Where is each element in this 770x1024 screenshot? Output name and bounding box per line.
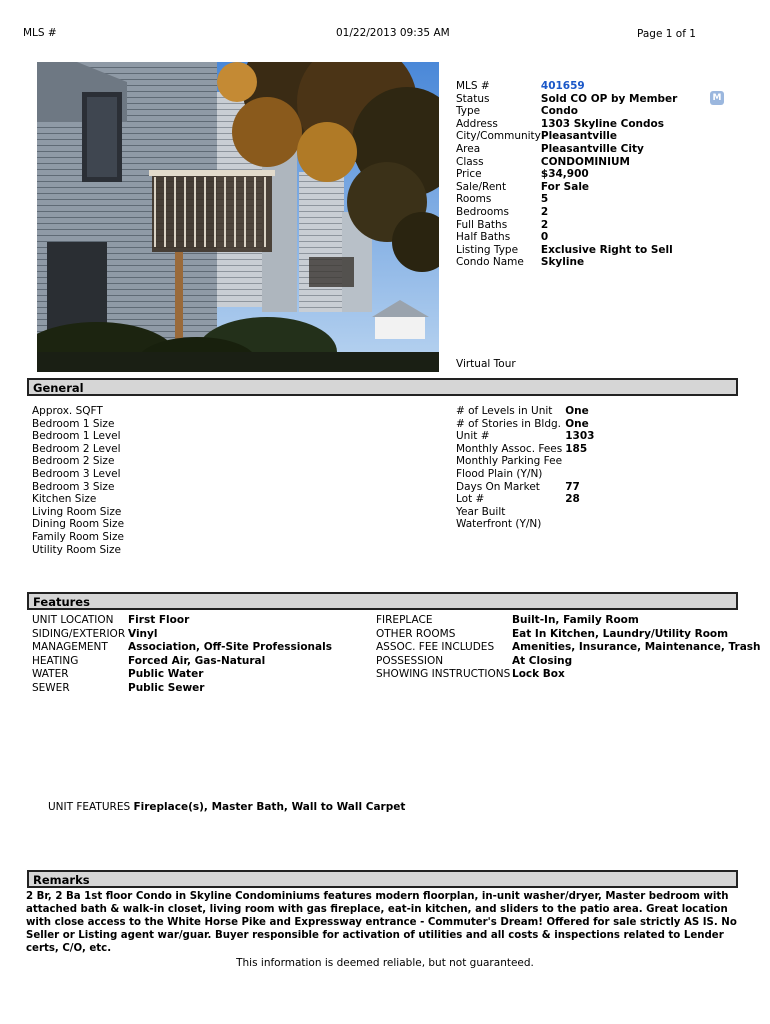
summary-value: 2: [540, 205, 549, 218]
general-value: 28: [565, 493, 580, 506]
summary-row: [456, 156, 677, 169]
general-label: Days On Market: [456, 480, 540, 493]
general-field-label: Bedroom 1 Level: [32, 430, 121, 443]
general-field-label: Kitchen Size: [32, 493, 97, 506]
feature-value: Eat In Kitchen, Laundry/Utility Room: [512, 627, 729, 640]
unit-features-label: UNIT FEATURES: [48, 801, 131, 813]
summary-value: 5: [540, 193, 549, 206]
feature-value: Vinyl: [128, 627, 158, 640]
summary-value: Exclusive Right to Sell: [540, 243, 673, 256]
general-field-label: Bedroom 2 Level: [32, 442, 121, 455]
feature-row: [376, 668, 761, 682]
feature-row: [32, 668, 332, 682]
general-value: [565, 506, 594, 519]
general-field-label: Living Room Size: [32, 505, 122, 518]
virtual-tour-link[interactable]: Virtual Tour: [456, 358, 516, 370]
feature-row: [32, 614, 332, 628]
general-row: [456, 481, 594, 494]
general-value: 77: [565, 480, 580, 493]
general-label: Unit #: [456, 430, 490, 443]
feature-row: [32, 641, 332, 655]
summary-label: City/Community: [456, 130, 541, 143]
summary-row: [456, 244, 677, 257]
general-value: [565, 468, 594, 481]
summary-value: Skyline: [540, 256, 585, 269]
general-row: [456, 506, 594, 519]
member-badge-icon[interactable]: M: [710, 91, 724, 105]
feature-label: SIDING/EXTERIOR: [32, 627, 126, 640]
summary-row: [456, 219, 677, 232]
general-label: # of Stories in Bldg.: [456, 417, 561, 430]
general-right-list: [456, 405, 594, 531]
summary-label: Type: [456, 105, 481, 118]
general-field-label: Bedroom 3 Size: [32, 480, 115, 493]
feature-row: [376, 614, 761, 628]
summary-row: [456, 105, 677, 118]
general-field-label: Bedroom 2 Size: [32, 455, 115, 468]
unit-features-value: Fireplace(s), Master Bath, Wall to Wall Carpet: [133, 801, 406, 813]
general-value: One: [565, 405, 589, 417]
header-datetime: 01/22/2013 09:35 AM: [336, 27, 450, 39]
feature-row: [32, 628, 332, 642]
feature-label: MANAGEMENT: [32, 641, 108, 654]
feature-label: SHOWING INSTRUCTIONS: [376, 668, 511, 681]
general-field-label: Approx. SQFT: [32, 405, 103, 417]
feature-label: WATER: [32, 668, 69, 681]
general-value: 1303: [565, 430, 595, 443]
unit-features: [48, 801, 405, 815]
feature-label: OTHER ROOMS: [376, 627, 456, 640]
general-field-label: Bedroom 1 Size: [32, 417, 115, 430]
summary-value: Pleasantville City: [540, 142, 644, 155]
summary-row: [456, 193, 677, 206]
summary-label: MLS #: [456, 80, 490, 92]
general-section-header: [27, 378, 738, 396]
general-label: Waterfront (Y/N): [456, 518, 542, 531]
feature-label: ASSOC. FEE INCLUDES: [376, 641, 495, 654]
general-row: [456, 405, 594, 418]
feature-value: Built-In, Family Room: [512, 614, 639, 626]
summary-value: CONDOMINIUM: [540, 155, 630, 168]
feature-value: Association, Off-Site Professionals: [128, 641, 332, 654]
summary-label: Price: [456, 168, 482, 181]
general-row: [456, 455, 594, 468]
property-photo: [37, 62, 439, 372]
summary-row: [456, 256, 677, 269]
summary-label: Rooms: [456, 193, 492, 206]
features-section-header: [27, 592, 738, 610]
general-row: [456, 430, 594, 443]
feature-label: HEATING: [32, 654, 79, 667]
remarks-title: Remarks: [33, 873, 90, 887]
summary-label: Class: [456, 155, 484, 168]
header-page: Page 1 of 1: [637, 28, 696, 40]
general-row: [456, 518, 594, 531]
features-title: Features: [33, 595, 90, 609]
feature-value: Amenities, Insurance, Maintenance, Trash: [512, 641, 761, 654]
general-value: [565, 518, 594, 531]
summary-row: [456, 206, 677, 219]
general-row: [456, 443, 594, 456]
feature-value: First Floor: [128, 614, 190, 626]
summary-value: Sold CO OP by Member: [540, 92, 678, 105]
mls-number-link[interactable]: 401659: [540, 80, 585, 92]
feature-row: [32, 655, 332, 669]
summary-row: [456, 181, 677, 194]
summary-row: [456, 168, 677, 181]
general-row: [456, 418, 594, 431]
summary-label: Listing Type: [456, 243, 519, 256]
disclaimer-footer: This information is deemed reliable, but not guaranteed.: [236, 957, 534, 969]
summary-label: Condo Name: [456, 256, 524, 269]
general-label: Flood Plain (Y/N): [456, 467, 543, 480]
general-label: Monthly Assoc. Fees: [456, 442, 563, 455]
summary-label: Address: [456, 117, 498, 130]
feature-label: SEWER: [32, 681, 70, 694]
general-row: [456, 493, 594, 506]
features-left: [32, 614, 332, 696]
general-field-label: Dining Room Size: [32, 518, 125, 531]
general-label: Monthly Parking Fee: [456, 455, 563, 468]
features-right: [376, 614, 761, 682]
summary-row: [456, 118, 677, 131]
summary-value: For Sale: [540, 180, 590, 193]
feature-value: Public Water: [128, 668, 204, 681]
summary-row: [456, 143, 677, 156]
summary-value: Pleasantville: [540, 130, 617, 143]
general-field-label: Family Room Size: [32, 530, 124, 543]
feature-row: [376, 655, 761, 669]
general-row: [456, 468, 594, 481]
general-label: Lot #: [456, 493, 485, 506]
general-value: 185: [565, 442, 588, 455]
remarks-section-header: [27, 870, 738, 888]
summary-row: [456, 231, 677, 244]
summary-label: Sale/Rent: [456, 180, 507, 193]
summary-row: [456, 93, 677, 106]
feature-value: Lock Box: [512, 668, 565, 681]
feature-value: Forced Air, Gas-Natural: [128, 654, 266, 667]
general-title: General: [33, 381, 84, 395]
feature-label: FIREPLACE: [376, 614, 433, 626]
general-field-label: Utility Room Size: [32, 543, 122, 556]
summary-value: $34,900: [540, 168, 589, 181]
feature-value: Public Sewer: [128, 681, 205, 694]
summary-details: [456, 80, 677, 269]
summary-value: Condo: [540, 105, 579, 118]
summary-value: 0: [540, 231, 549, 244]
feature-row: [376, 628, 761, 642]
summary-row: [456, 80, 677, 93]
general-value: [565, 455, 594, 468]
feature-label: POSSESSION: [376, 654, 444, 667]
feature-value: At Closing: [512, 654, 573, 667]
remarks-text: 2 Br, 2 Ba 1st floor Condo in Skyline Condominiums features modern floorplan, in-unit washer/dryer, Master bedroom with attached bath & walk-in closet, living room with gas fireplace, eat-in kitchen, and sliders to the patio area. Great location with close access to the White Horse Pike and Expressway entrance - Commuter's Dream! Offered for sale strictly AS IS. No Seller or Listing agent war/guar. Buyer responsible for activation of utilities and all costs & inspections related to Lender certs, C/O, etc.: [26, 891, 737, 954]
general-field-label: Bedroom 3 Level: [32, 467, 121, 480]
summary-row: [456, 130, 677, 143]
general-value: One: [565, 417, 589, 430]
general-label: Year Built: [456, 505, 506, 518]
feature-row: [32, 682, 332, 696]
summary-value: 2: [540, 218, 549, 231]
summary-label: Half Baths: [456, 231, 511, 244]
general-label: # of Levels in Unit: [456, 405, 553, 417]
summary-label: Full Baths: [456, 218, 508, 231]
feature-label: UNIT LOCATION: [32, 614, 114, 626]
general-left-list: [32, 405, 124, 556]
feature-row: [376, 641, 761, 655]
summary-label: Bedrooms: [456, 205, 509, 218]
summary-label: Area: [456, 142, 481, 155]
summary-value: 1303 Skyline Condos: [540, 117, 664, 130]
header-mls-label: MLS #: [23, 27, 57, 39]
summary-label: Status: [456, 92, 490, 105]
